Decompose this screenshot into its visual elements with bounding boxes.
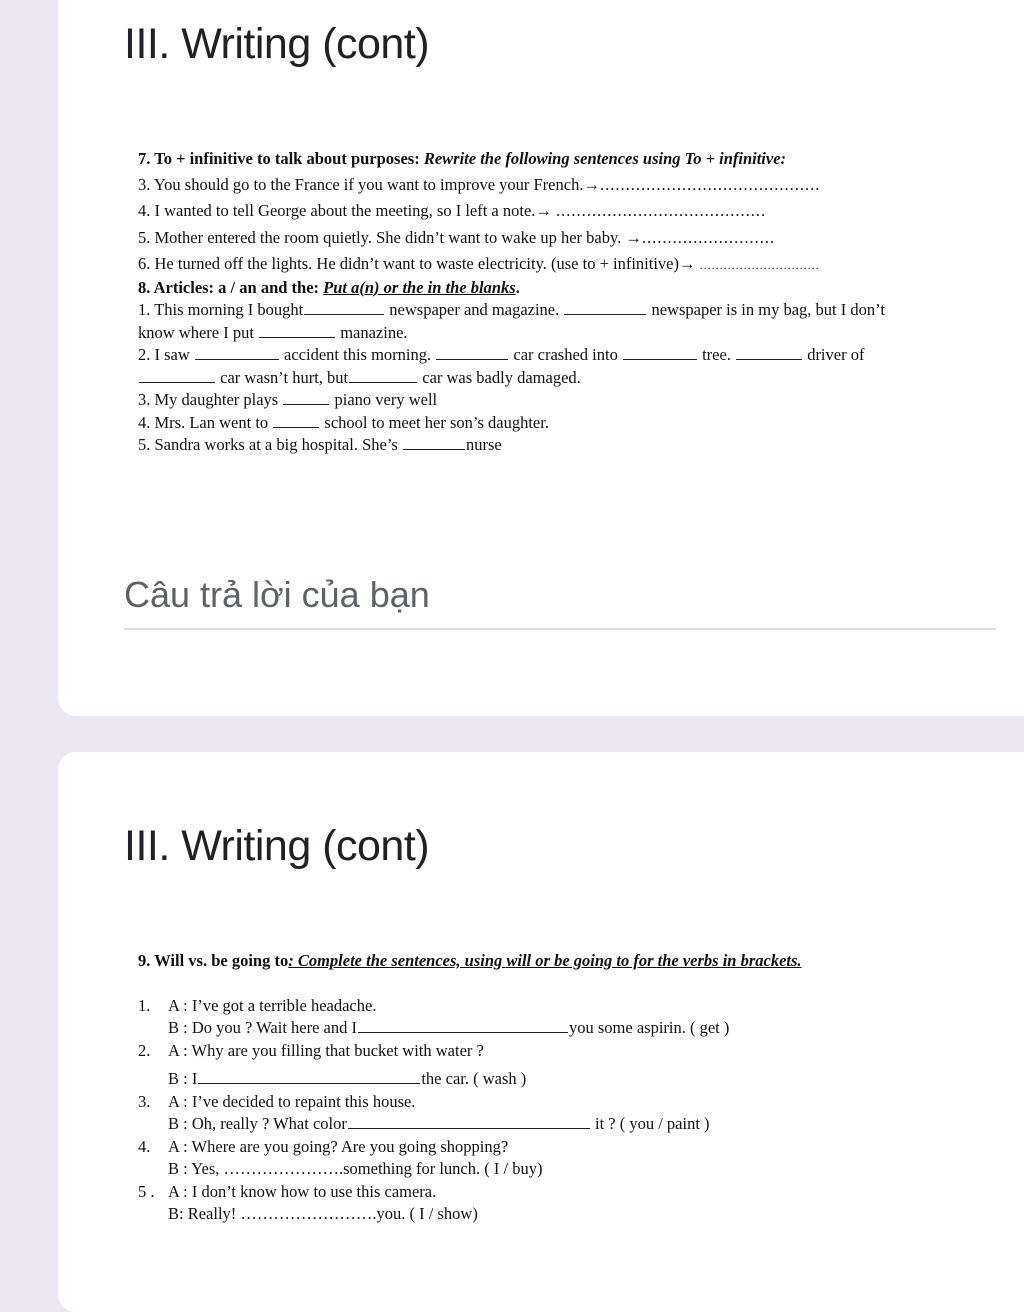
q9-item-number: 1.	[138, 995, 151, 1015]
q9-item-2: A : Why are you filling that bucket with water ?	[168, 1040, 484, 1060]
q8-item-4-cont: school to meet her son’s daughter.	[324, 412, 549, 432]
q9-item-2-b: B : I	[168, 1069, 198, 1088]
question-card-1	[58, 0, 1024, 716]
q7-sentence-6: 6. He turned off the lights. He didn’t want to waste electricity. (use to + infinitive)→	[138, 254, 696, 273]
q8-item-2-cont: driver of	[807, 345, 865, 364]
q8-item-2-cont: tree.	[702, 345, 731, 364]
q8-item-2-cont: car wasn’t hurt, but	[220, 367, 349, 387]
q8-item-2-cont: car was badly damaged.	[422, 367, 581, 387]
q9-item-number: 2.	[138, 1040, 151, 1060]
q9-item-3-c: it ? ( you / paint )	[594, 1114, 710, 1133]
question-image-text: 7. To + infinitive to talk about purposes: Rewrite the following sentences using To + infinitive: 3. You should go to the France if you want to improve your French.→........................................... 4. I wanted to tell George about the meeting, so I left a note.→ ......................................... 5. Mother entered the room quietly. She didn’t want to wake up her baby. →.......................... 6. He turned off the lights. He didn’t want to waste electricity. (use to + infinitive)→ .............................. 8. Articles: a / an and the: Put a(n) or the in the blanks. 1. This morning I bought newspaper and magazine. newspaper is in my bag, but I don’t know where I put manazine. 2. I saw accident this morning. car crashed into tree. driver of car wasn’t hurt, but car was badly damaged. 3. My daughter plays piano very well 4. Mrs. Lan went to school to meet her son’s daughter. 5. Sandra works at a big hospital. She’s nurse	[138, 149, 885, 454]
q7-sentence-3: 3. You should go to the France if you want to improve your French.→	[138, 174, 600, 194]
q7-heading: 7. To + infinitive to talk about purposes:	[138, 149, 424, 168]
q7-sentence-4: 4. I wanted to tell George about the meeting, so I left a note.→	[138, 201, 557, 220]
question-title: III. Writing (cont)	[124, 822, 430, 870]
q9-item-5-b: B: Really! …………………….you. ( I / show)	[168, 1204, 478, 1223]
answer-input-placeholder[interactable]: Câu trả lời của bạn	[124, 574, 430, 615]
q8-item-3: 3. My daughter plays	[138, 390, 279, 409]
q8-item-5: 5. Sandra works at a big hospital. She’s	[138, 435, 398, 454]
q8-item-1-cont: newspaper is in my bag, but I don’t	[651, 300, 885, 319]
q8-heading-instruction: Put a(n) or the in the blanks	[323, 277, 516, 297]
q8-item-1-cont: manazine.	[340, 322, 408, 342]
q7-heading-instruction: Rewrite the following sentences using To + infinitive:	[423, 149, 787, 168]
q9-heading-instruction: : Complete the sentences, using will or be going to for the verbs in brackets.	[288, 951, 802, 970]
q9-item-number: 4.	[138, 1136, 151, 1156]
q9-item-number: 5 .	[138, 1181, 155, 1201]
q8-item-4: 4. Mrs. Lan went to	[138, 412, 269, 432]
q9-item-3-b: B : Oh, really ? What color	[168, 1114, 347, 1133]
q8-item-1-cont: know where I put	[138, 322, 254, 342]
question-image-text	[138, 950, 802, 1226]
q8-item-2: 2. I saw	[138, 345, 190, 364]
q9-item-4: A : Where are you going? Are you going shopping?	[168, 1136, 509, 1156]
q9-item-2-c: the car. ( wash )	[421, 1069, 527, 1088]
q9-item-1-c: you some aspirin. ( get )	[569, 1018, 730, 1037]
question-title: III. Writing (cont)	[124, 20, 430, 68]
q9-item-3: A : I’ve decided to repaint this house.	[168, 1091, 416, 1111]
answer-input-underline[interactable]	[124, 628, 996, 630]
q8-item-1: 1. This morning I bought	[138, 300, 304, 319]
q8-item-1-cont: newspaper and magazine.	[389, 300, 560, 319]
q9-heading: 9. Will vs. be going to	[138, 951, 289, 970]
q8-item-3-cont: piano very well	[334, 390, 438, 409]
q8-item-5-cont: nurse	[465, 435, 502, 454]
q8-item-2-cont: accident this morning.	[284, 345, 432, 364]
question-card-2	[58, 752, 1024, 1312]
q9-item-4-b: B : Yes, ………………….something for lunch. ( I / buy)	[168, 1159, 543, 1178]
q8-heading: 8. Articles: a / an and the:	[138, 277, 324, 297]
q9-item-1-b: B : Do you ? Wait here and I	[168, 1018, 357, 1037]
q7-sentence-5: 5. Mother entered the room quietly. She didn’t want to wake up her baby. →	[138, 227, 642, 247]
q9-item-number: 3.	[138, 1091, 151, 1111]
q9-item-1: A : I’ve got a terrible headache.	[168, 995, 377, 1015]
q9-item-5: A : I don’t know how to use this camera.	[168, 1181, 437, 1201]
q8-item-2-cont: car crashed into	[513, 345, 618, 364]
